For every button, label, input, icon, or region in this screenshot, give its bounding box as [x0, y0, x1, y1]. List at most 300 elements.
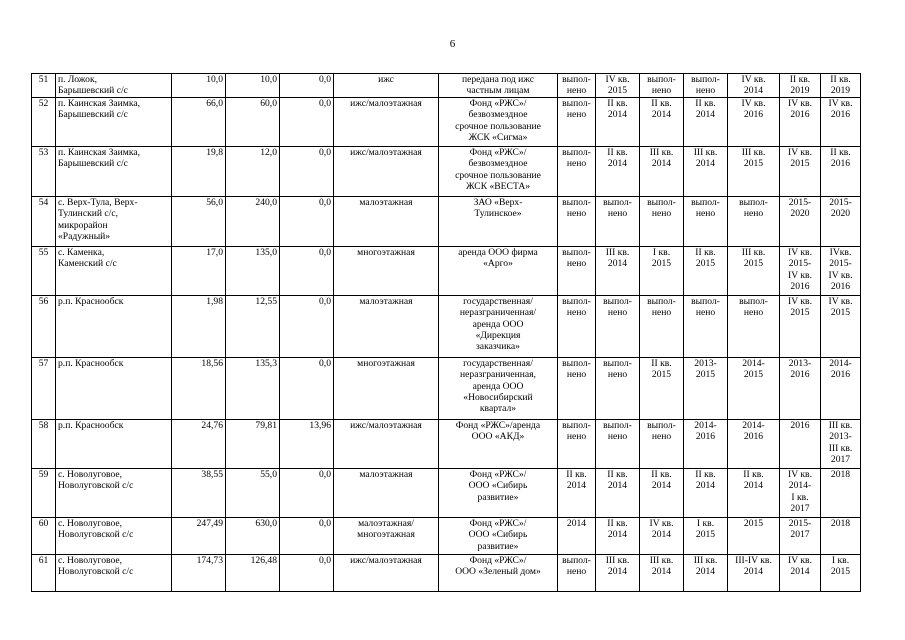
cell-line: IV кв.: [741, 97, 766, 109]
cell-line: 2015: [830, 566, 851, 578]
cell-line: нено: [651, 85, 672, 97]
stage-5-cell: [728, 468, 780, 517]
cell-line: выпол-: [562, 74, 591, 85]
cell-line: «Радужный»: [58, 231, 111, 243]
settlement-cell: [56, 468, 172, 517]
cell-line: выпол-: [603, 196, 632, 208]
cell-line: 2014: [607, 109, 628, 121]
cell-line: 2015: [695, 529, 716, 541]
cell-line: многоэтажная: [357, 529, 415, 541]
cell-line: выпол-: [603, 357, 632, 369]
stage-2-cell: [596, 97, 640, 146]
cell-line: выпол-: [647, 196, 676, 208]
stage-2-cell: [596, 419, 640, 468]
cell-line: 2016: [695, 431, 716, 443]
cell-line: 2015: [743, 517, 764, 529]
land-plots-table: [31, 73, 861, 592]
cell-line: развитие»: [477, 491, 519, 503]
cell-line: 2014: [607, 158, 628, 170]
cell-line: Каменский с/с: [58, 258, 117, 270]
cell-line: выпол-: [562, 196, 591, 208]
cell-line: выпол-: [562, 295, 591, 307]
cell-line: передана под ижс: [461, 74, 535, 85]
cell-line: 2016: [790, 281, 810, 293]
cell-line: выпол-: [562, 146, 591, 158]
row-number-cell: 58: [32, 419, 56, 468]
cell-line: срочное пользование: [455, 169, 541, 181]
cell-line: срочное пользование: [455, 120, 541, 132]
cell-line: 2020: [830, 208, 851, 220]
cell-line: II кв.: [566, 468, 587, 480]
stage-4-cell: [684, 146, 728, 196]
cell-line: 2016: [790, 419, 810, 431]
planned-housing-cell: 240,0: [226, 196, 280, 246]
stage-6-cell: [780, 295, 821, 357]
cell-line: выпол-: [691, 74, 720, 85]
stage-5-cell: [728, 357, 780, 419]
table-row: [32, 419, 861, 468]
cell-line: Фонд «РЖС»/: [469, 468, 527, 480]
commissioned-housing-cell: 13,96: [280, 419, 334, 468]
housing-type-cell: [334, 74, 439, 98]
cell-line: 2015: [830, 307, 851, 319]
cell-line: 2014: [607, 258, 628, 270]
cell-line: Фонд «РЖС»/: [469, 97, 527, 109]
cell-line: IV кв.: [788, 554, 812, 566]
cell-line: 2015: [743, 369, 764, 381]
cell-line: нено: [566, 258, 587, 270]
cell-line: безвозмездное: [468, 109, 528, 121]
cell-line: ООО «АКД»: [471, 431, 525, 443]
settlement-cell: [56, 517, 172, 554]
cell-line: III кв.: [649, 146, 674, 158]
row-number-cell: 51: [32, 74, 56, 98]
cell-line: II кв.: [651, 97, 672, 109]
settlement-cell: [56, 246, 172, 295]
cell-line: 2018: [830, 468, 851, 480]
commissioned-housing-cell: 0,0: [280, 74, 334, 98]
cell-line: нено: [566, 431, 587, 443]
cell-line: нено: [695, 208, 716, 220]
cell-line: III кв.: [605, 554, 630, 566]
housing-type-cell: [334, 468, 439, 517]
cell-line: 2016: [830, 158, 851, 170]
cell-line: ЗАО «Верх-: [473, 196, 523, 208]
cell-line: нено: [566, 566, 587, 578]
cell-line: II кв.: [695, 97, 716, 109]
cell-line: выпол-: [603, 295, 632, 307]
cell-line: IV кв.: [788, 97, 812, 109]
housing-type-cell: [334, 246, 439, 295]
commissioned-housing-cell: 0,0: [280, 146, 334, 196]
cell-line: 2014: [651, 529, 672, 541]
stage-5-cell: [728, 554, 780, 591]
stage-1-cell: [558, 517, 596, 554]
table-row: [32, 517, 861, 554]
row-number-cell: 57: [32, 357, 56, 419]
cell-line: Фонд «РЖС»/: [469, 146, 527, 158]
stage-7-cell: [821, 74, 861, 98]
cell-line: неразграниченная,: [460, 369, 536, 381]
cell-line: р.п. Краснообск: [58, 295, 124, 307]
cell-line: 2014-: [742, 419, 765, 431]
housing-type-cell: [334, 554, 439, 591]
stage-2-cell: [596, 196, 640, 246]
stage-6-cell: [780, 357, 821, 419]
stage-6-cell: [780, 97, 821, 146]
stage-2-cell: [596, 246, 640, 295]
cell-line: II кв.: [695, 468, 716, 480]
planned-housing-cell: 12,0: [226, 146, 280, 196]
cell-line: III кв.: [649, 554, 674, 566]
cell-line: IV кв.: [649, 517, 674, 529]
stage-5-cell: [728, 246, 780, 295]
cell-line: 2013-: [829, 431, 852, 443]
cell-line: Фонд «РЖС»/аренда: [455, 419, 541, 431]
cell-line: нено: [566, 369, 587, 381]
cell-line: с. Каменка,: [58, 246, 105, 258]
cell-line: 2014: [743, 480, 764, 492]
cell-line: 2014-: [788, 480, 812, 492]
housing-type-cell: [334, 357, 439, 419]
cell-line: 2014: [607, 566, 628, 578]
cell-line: II кв.: [651, 468, 672, 480]
cell-line: 2016: [830, 369, 851, 381]
commissioned-housing-cell: 0,0: [280, 357, 334, 419]
cell-line: р.п. Краснообск: [58, 419, 124, 431]
cell-line: 2020: [790, 208, 810, 220]
settlement-cell: [56, 419, 172, 468]
land-status-cell: [439, 246, 558, 295]
table-row: [32, 295, 861, 357]
stage-1-cell: [558, 357, 596, 419]
cell-line: ижс/малоэтажная: [350, 554, 422, 566]
cell-line: 2016: [830, 109, 851, 121]
housing-type-cell: [334, 419, 439, 468]
cell-line: безвозмездное: [468, 158, 528, 170]
cell-line: Новолуговской с/с: [58, 566, 134, 578]
cell-line: выпол-: [647, 419, 676, 431]
cell-line: IV кв.: [828, 97, 853, 109]
planned-housing-cell: 79,81: [226, 419, 280, 468]
stage-2-cell: [596, 357, 640, 419]
land-status-cell: [439, 196, 558, 246]
cell-line: Барышевский с/с: [58, 109, 128, 121]
stage-7-cell: [821, 357, 861, 419]
cell-line: IV кв.: [788, 146, 812, 158]
cell-line: III кв.: [828, 442, 853, 454]
cell-line: I кв.: [652, 246, 671, 258]
row-number-cell: 52: [32, 97, 56, 146]
area-cell: 247,49: [172, 517, 226, 554]
stage-7-cell: [821, 295, 861, 357]
cell-line: 2014: [566, 517, 587, 529]
cell-line: нено: [607, 208, 628, 220]
stage-6-cell: [780, 246, 821, 295]
stage-3-cell: [640, 295, 684, 357]
cell-line: II кв.: [607, 97, 628, 109]
land-status-cell: [439, 146, 558, 196]
cell-line: III кв.: [741, 146, 766, 158]
cell-line: ООО «Сибирь: [468, 529, 528, 541]
planned-housing-cell: 55,0: [226, 468, 280, 517]
cell-line: малоэтажная: [359, 468, 413, 480]
settlement-cell: [56, 97, 172, 146]
area-cell: 1,98: [172, 295, 226, 357]
settlement-cell: [56, 74, 172, 98]
cell-line: 2015-: [788, 258, 812, 270]
stage-4-cell: [684, 246, 728, 295]
cell-line: 2016: [790, 109, 810, 121]
planned-housing-cell: 10,0: [226, 74, 280, 98]
planned-housing-cell: 60,0: [226, 97, 280, 146]
cell-line: с. Верх-Тула, Верх-: [58, 196, 138, 208]
cell-line: 2015: [743, 158, 764, 170]
cell-line: Новолуговской с/с: [58, 480, 134, 492]
area-cell: 56,0: [172, 196, 226, 246]
land-status-cell: [439, 468, 558, 517]
cell-line: 2014-: [694, 419, 717, 431]
area-cell: 18,56: [172, 357, 226, 419]
planned-housing-cell: 135,3: [226, 357, 280, 419]
cell-line: малоэтажная: [359, 295, 413, 307]
cell-line: выпол-: [562, 246, 591, 258]
cell-line: выпол-: [647, 295, 676, 307]
cell-line: II кв.: [695, 246, 716, 258]
cell-line: нено: [566, 158, 587, 170]
table-row: [32, 146, 861, 196]
cell-line: ижс/малоэтажная: [350, 97, 422, 109]
cell-line: II кв.: [607, 468, 628, 480]
stage-1-cell: [558, 419, 596, 468]
stage-1-cell: [558, 74, 596, 98]
stage-4-cell: [684, 357, 728, 419]
cell-line: малоэтажная: [359, 196, 413, 208]
cell-line: развитие»: [477, 540, 519, 552]
cell-line: выпол-: [562, 554, 591, 566]
housing-type-cell: [334, 146, 439, 196]
stage-7-cell: [821, 146, 861, 196]
stage-6-cell: [780, 468, 821, 517]
row-number-cell: 60: [32, 517, 56, 554]
cell-line: 2017: [830, 454, 851, 466]
cell-line: IV кв.: [788, 269, 812, 281]
land-status-cell: [439, 554, 558, 591]
cell-line: выпол-: [647, 74, 676, 85]
cell-line: III кв.: [693, 146, 718, 158]
cell-line: ижс/малоэтажная: [350, 146, 422, 158]
cell-line: 2014: [695, 480, 716, 492]
stage-2-cell: [596, 517, 640, 554]
area-cell: 38,55: [172, 468, 226, 517]
commissioned-housing-cell: 0,0: [280, 246, 334, 295]
cell-line: 2015-: [788, 196, 812, 208]
housing-type-cell: [334, 517, 439, 554]
stage-7-cell: [821, 419, 861, 468]
cell-line: 2019: [830, 85, 851, 97]
cell-line: нено: [607, 431, 628, 443]
stage-2-cell: [596, 74, 640, 98]
housing-type-cell: [334, 97, 439, 146]
cell-line: I кв.: [696, 517, 715, 529]
cell-line: II кв.: [743, 468, 764, 480]
cell-line: IV кв.: [605, 74, 630, 85]
cell-line: ООО «Сибирь: [468, 480, 528, 492]
cell-line: нено: [743, 307, 764, 319]
planned-housing-cell: 12,55: [226, 295, 280, 357]
cell-line: выпол-: [691, 295, 720, 307]
cell-line: выпол-: [562, 419, 591, 431]
cell-line: государственная/: [463, 295, 533, 307]
area-cell: 66,0: [172, 97, 226, 146]
commissioned-housing-cell: 0,0: [280, 196, 334, 246]
stage-5-cell: [728, 419, 780, 468]
cell-line: II кв.: [607, 146, 628, 158]
stage-5-cell: [728, 74, 780, 98]
housing-type-cell: [334, 295, 439, 357]
cell-line: п. Каинская Заимка,: [58, 146, 141, 158]
stage-7-cell: [821, 246, 861, 295]
cell-line: Фонд «РЖС»/: [469, 554, 527, 566]
page-number: 6: [449, 38, 456, 50]
stage-3-cell: [640, 97, 684, 146]
cell-line: многоэтажная: [357, 357, 415, 369]
cell-line: п. Каинская Заимка,: [58, 97, 141, 109]
table-row: [32, 357, 861, 419]
cell-line: с. Новолуговое,: [58, 554, 123, 566]
cell-line: 2015: [743, 258, 764, 270]
planned-housing-cell: 630,0: [226, 517, 280, 554]
table-row: [32, 468, 861, 517]
stage-5-cell: [728, 97, 780, 146]
cell-line: 2017: [790, 529, 810, 541]
row-number-cell: 61: [32, 554, 56, 591]
cell-line: ижс: [378, 74, 394, 85]
cell-line: «Арго»: [483, 258, 513, 270]
cell-line: II кв.: [830, 74, 851, 85]
stage-2-cell: [596, 468, 640, 517]
row-number-cell: 53: [32, 146, 56, 196]
cell-line: выпол-: [562, 357, 591, 369]
cell-line: IV кв.: [788, 295, 812, 307]
area-cell: 10,0: [172, 74, 226, 98]
stage-4-cell: [684, 517, 728, 554]
cell-line: 2014-: [829, 357, 852, 369]
cell-line: квартал»: [479, 403, 517, 415]
stage-6-cell: [780, 554, 821, 591]
cell-line: 2016: [743, 109, 764, 121]
stage-2-cell: [596, 554, 640, 591]
row-number-cell: 59: [32, 468, 56, 517]
stage-4-cell: [684, 419, 728, 468]
cell-line: нено: [651, 431, 672, 443]
cell-line: 2018: [830, 517, 851, 529]
land-status-cell: [439, 357, 558, 419]
stage-1-cell: [558, 468, 596, 517]
row-number-cell: 55: [32, 246, 56, 295]
cell-line: 2015: [695, 258, 716, 270]
cell-line: 2015: [651, 369, 672, 381]
stage-6-cell: [780, 196, 821, 246]
cell-line: ЖСК «ВЕСТА»: [465, 181, 531, 193]
stage-2-cell: [596, 146, 640, 196]
table-row: [32, 246, 861, 295]
cell-line: II кв.: [830, 146, 851, 158]
table-row: [32, 97, 861, 146]
cell-line: 2015: [790, 158, 810, 170]
cell-line: II кв.: [789, 74, 811, 85]
cell-line: нено: [566, 307, 587, 319]
stage-4-cell: [684, 468, 728, 517]
cell-line: 2015-: [829, 196, 852, 208]
stage-5-cell: [728, 517, 780, 554]
cell-line: «Дирекция: [475, 330, 521, 342]
stage-1-cell: [558, 554, 596, 591]
cell-line: выпол-: [739, 295, 768, 307]
commissioned-housing-cell: 0,0: [280, 554, 334, 591]
area-cell: 17,0: [172, 246, 226, 295]
stage-3-cell: [640, 196, 684, 246]
row-number-cell: 54: [32, 196, 56, 246]
cell-line: с. Новолуговое,: [58, 517, 123, 529]
stage-3-cell: [640, 517, 684, 554]
cell-line: 2014: [695, 158, 716, 170]
cell-line: ЖСК «Сигма»: [468, 132, 528, 144]
stage-5-cell: [728, 146, 780, 196]
cell-line: микрорайон: [58, 219, 108, 231]
cell-line: I кв.: [831, 554, 850, 566]
land-status-cell: [439, 419, 558, 468]
cell-line: малоэтажная/: [358, 517, 414, 529]
cell-line: III кв.: [741, 246, 766, 258]
cell-line: 2014: [566, 480, 587, 492]
cell-line: 2015: [607, 85, 628, 97]
stage-5-cell: [728, 295, 780, 357]
cell-line: 2016: [790, 369, 810, 381]
cell-line: Барышевский с/с: [58, 158, 128, 170]
cell-line: 2015: [651, 258, 672, 270]
cell-line: нено: [607, 369, 628, 381]
stage-3-cell: [640, 357, 684, 419]
stage-3-cell: [640, 146, 684, 196]
cell-line: выпол-: [739, 196, 768, 208]
cell-line: IV кв.: [788, 468, 812, 480]
stage-7-cell: [821, 554, 861, 591]
area-cell: 174,73: [172, 554, 226, 591]
cell-line: п. Ложок,: [58, 74, 98, 85]
cell-line: 2017: [790, 503, 810, 515]
table-row: [32, 196, 861, 246]
stage-1-cell: [558, 246, 596, 295]
stage-3-cell: [640, 246, 684, 295]
cell-line: 2014: [607, 480, 628, 492]
stage-3-cell: [640, 74, 684, 98]
cell-line: 2014: [651, 566, 672, 578]
cell-line: Фонд «РЖС»/: [469, 517, 527, 529]
stage-1-cell: [558, 146, 596, 196]
cell-line: многоэтажная: [357, 246, 415, 258]
cell-line: аренда ООО: [472, 318, 524, 330]
cell-line: II кв.: [651, 357, 672, 369]
cell-line: III кв.: [605, 246, 630, 258]
cell-line: р.п. Краснообск: [58, 357, 124, 369]
cell-line: III-IV кв.: [735, 554, 772, 566]
land-status-cell: [439, 97, 558, 146]
cell-line: III кв.: [828, 419, 853, 431]
cell-line: нено: [651, 307, 672, 319]
settlement-cell: [56, 295, 172, 357]
area-cell: 24,76: [172, 419, 226, 468]
